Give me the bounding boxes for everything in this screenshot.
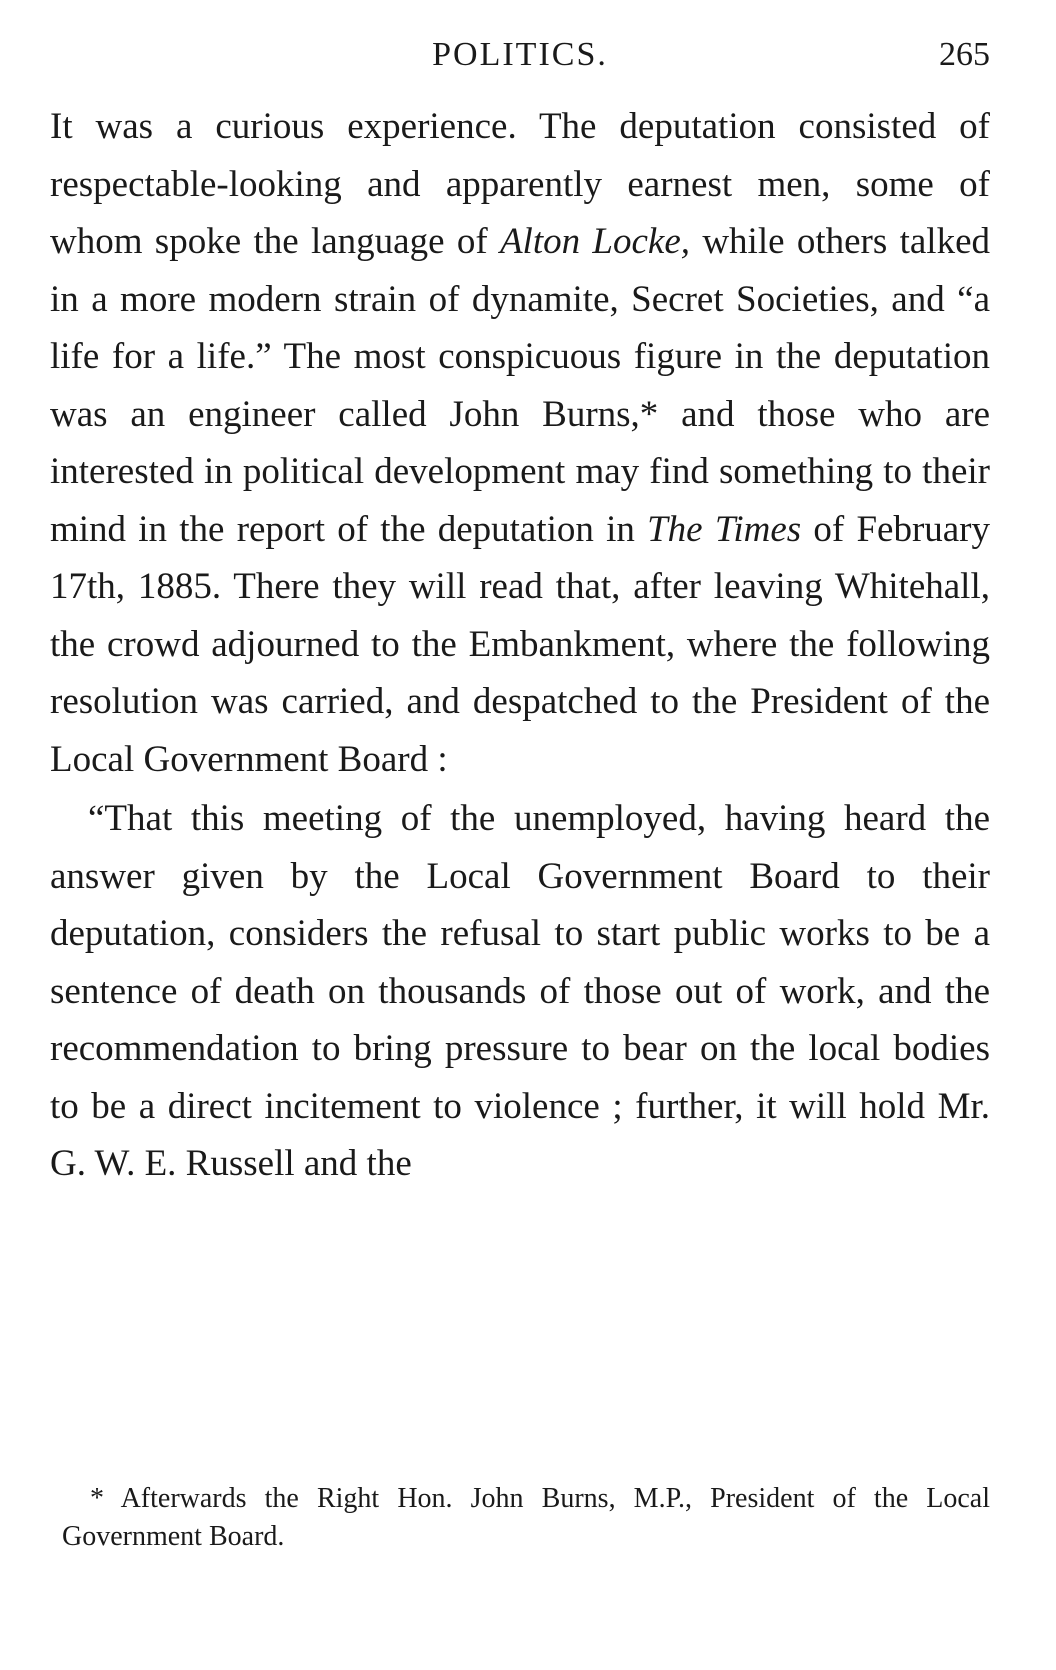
- paragraph-text: It was a curious experience. The deputation consisted of respectable-looking and apparently earnest men, some of whom spoke the language of: [50, 106, 990, 262]
- book-title-alton-locke: Alton Locke,: [499, 221, 691, 262]
- paragraph-text: while others talked in a more modern strain of dynamite, Secret Societies, and “a life for a life.” The most conspicuous figure in the deputation was an engineer called John Burns,* and those who are interested in political development may find something to their mind in the report of the deputation in: [50, 221, 990, 550]
- resolution-quote: “That this meeting of the unemployed, having heard the answer given by the Local Government Board to their deputation, considers the refusal to start public works to be a sentence of death on thousands of those out of work, and the recommendation to bring pressure to bear on the local bodies to be a direct incitement to violence ; further, it will hold Mr. G. W. E. Russell and the: [50, 798, 990, 1184]
- newspaper-title-the-times: The Times: [647, 508, 802, 550]
- running-head: [50, 30, 990, 80]
- paragraph: [50, 98, 990, 788]
- body-text: [50, 98, 990, 1193]
- page-number: 265: [939, 36, 990, 73]
- paragraph-text: of February 17th, 1885. There they will read that, after leaving Whitehall, the crowd adjourned to the Embankment, where the following resolution was carried, and despatched to the President of the Local Government Board :: [50, 508, 991, 780]
- running-title: POLITICS.: [432, 36, 608, 73]
- footnote: * Afterwards the Right Hon. John Burns, M.P., President of the Local Government Board.: [62, 1483, 990, 1552]
